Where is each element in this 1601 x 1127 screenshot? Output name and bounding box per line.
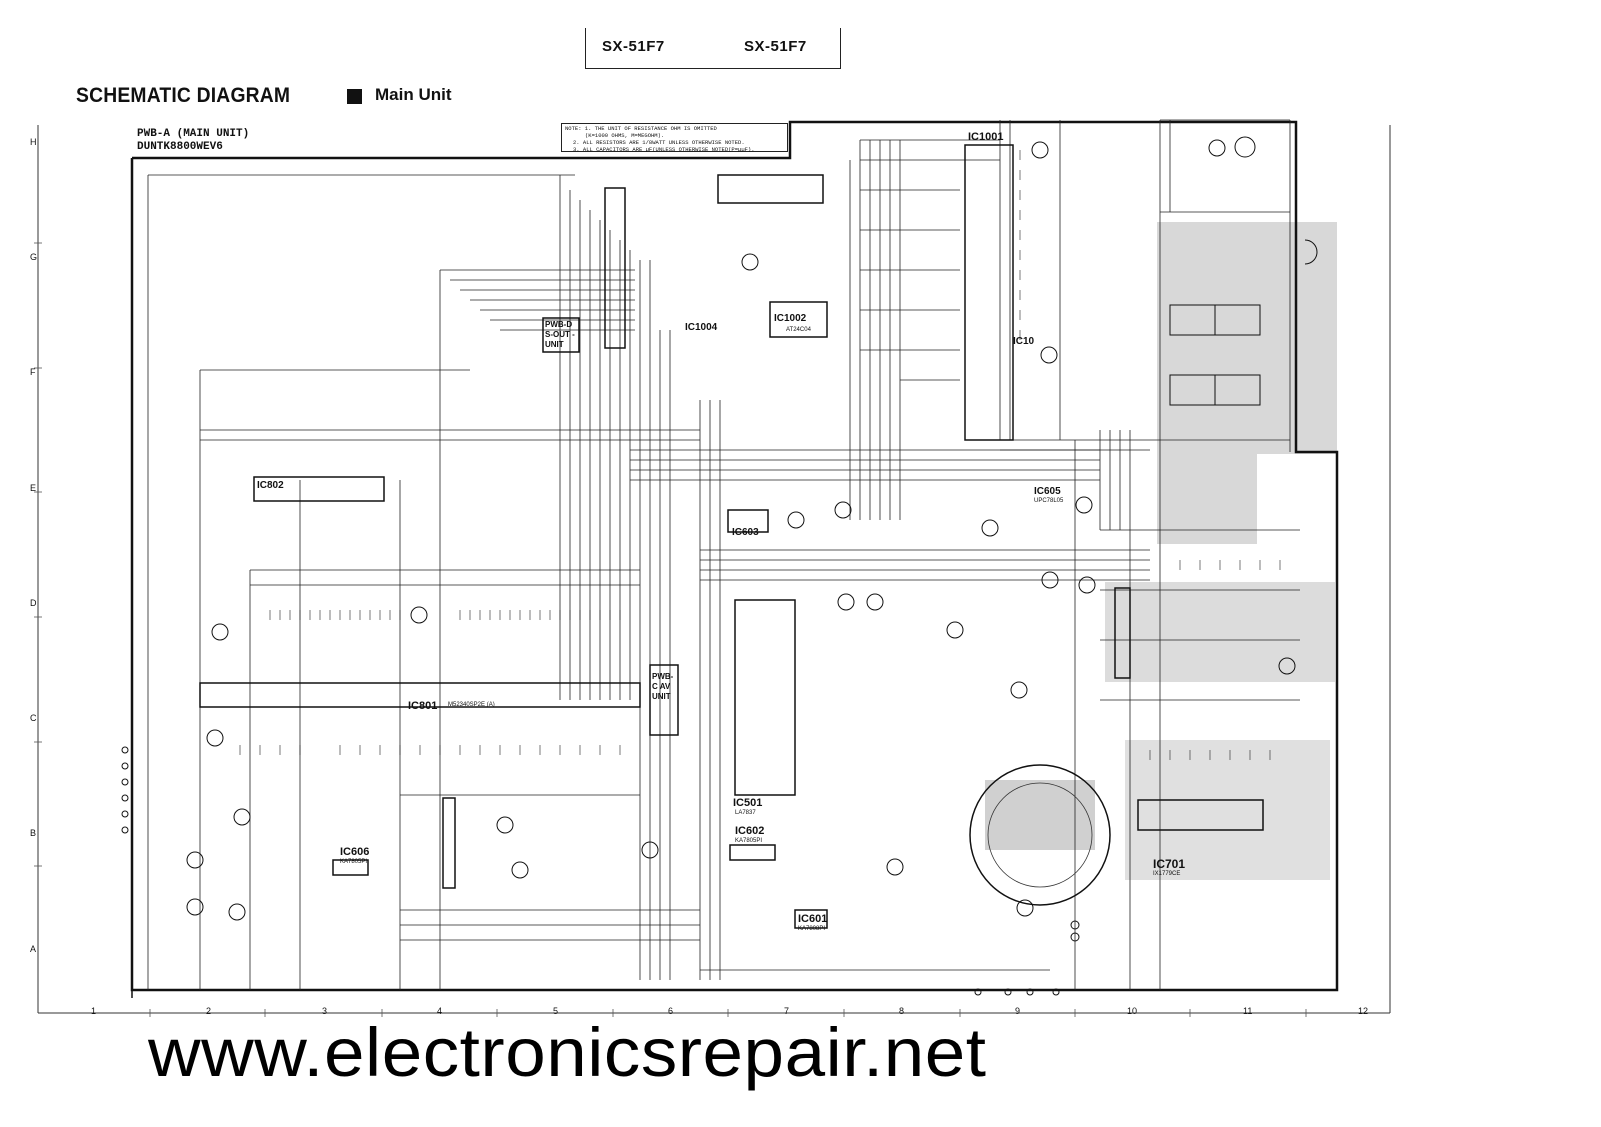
grid-row-f: F: [30, 367, 36, 377]
note-line-4: 3. ALL CAPACITORS ARE µF(UNLESS OTHERWISE NOTED(P=µµF).: [573, 146, 755, 153]
grid-col-1: 1: [91, 1006, 97, 1016]
connector-pwb-c: [443, 798, 455, 888]
grid-row-h: H: [30, 137, 37, 147]
pwb-line-1: PWB-A (MAIN UNIT): [137, 128, 250, 140]
crt-shade: [985, 780, 1095, 850]
model-number-right: SX-51F7: [744, 38, 807, 55]
ic603-label: IC603: [732, 527, 759, 538]
ic1003-label: IC10: [1013, 336, 1035, 347]
ic801-label: IC801: [408, 700, 438, 712]
ic601-part: KA7808PI: [798, 926, 826, 932]
ic1002-part: AT24C04: [786, 327, 811, 333]
grid-col-3: 3: [322, 1006, 328, 1016]
ic802-label: IC802: [257, 480, 284, 491]
power-supply-shade-mid: [1157, 454, 1257, 544]
ic1004-label: IC1004: [685, 322, 718, 333]
ic501-part: LA7837: [735, 810, 756, 816]
note-line-3: 2. ALL RESISTORS ARE 1/8WATT UNLESS OTHERWISE NOTED.: [573, 139, 745, 146]
ic1001-label: IC1001: [968, 131, 1004, 143]
ic606-part: KA7805PI: [340, 859, 368, 865]
grid-col-2: 2: [206, 1006, 212, 1016]
key-switches: [718, 175, 823, 203]
grid-row-a: A: [30, 944, 37, 954]
grid-col-12: 12: [1358, 1006, 1369, 1016]
grid-row-b: B: [30, 828, 37, 838]
grid-col-10: 10: [1127, 1006, 1138, 1016]
ic601-label: IC601: [798, 913, 828, 925]
grid-row-e: E: [30, 483, 37, 493]
website-watermark: www.electronicsrepair.net: [148, 1014, 987, 1091]
ic605-part: UPC78L05: [1034, 498, 1064, 504]
left-connector: [122, 747, 128, 833]
note-line-2: (K=1000 OHMS, M=MEGOHM).: [585, 132, 665, 139]
model-number-left: SX-51F7: [602, 38, 665, 55]
grid-col-5: 5: [553, 1006, 559, 1016]
page-subtitle: Main Unit: [375, 85, 452, 104]
page-title: SCHEMATIC DIAGRAM: [76, 84, 291, 107]
grid-col-4: 4: [437, 1006, 443, 1016]
grid-col-8: 8: [899, 1006, 905, 1016]
sa-connector: [605, 188, 625, 348]
pwb-d-label: PWB-D S-OUT -UNIT: [545, 320, 575, 349]
ic1001-body: [965, 145, 1013, 440]
ic501-label: IC501: [733, 797, 763, 809]
ic602-body: [730, 845, 775, 860]
pwb-c-label: PWB-C AV UNIT: [652, 672, 674, 701]
grid-col-11: 11: [1243, 1006, 1253, 1016]
grid-row-g: G: [30, 252, 38, 262]
ic606-label: IC606: [340, 846, 370, 858]
bottom-connectors: [975, 921, 1079, 995]
grid-row-c: C: [30, 713, 37, 723]
pwb-line-2: DUNTK8800WEV6: [137, 141, 223, 153]
ic1002-label: IC1002: [774, 313, 807, 324]
ic701-part: IX1779CE: [1153, 871, 1181, 877]
ic701-label: IC701: [1153, 857, 1186, 871]
power-supply-shade-top: [1157, 222, 1337, 454]
note-line-1: NOTE: 1. THE UNIT OF RESISTANCE OHM IS OMITTED: [565, 125, 717, 132]
ic801-part: M52340SP2E (A): [448, 702, 495, 708]
grid-col-6: 6: [668, 1006, 674, 1016]
grid-col-7: 7: [784, 1006, 790, 1016]
ic605-label: IC605: [1034, 486, 1061, 497]
ic602-part: KA7805PI: [735, 838, 763, 844]
grid-row-d: D: [30, 598, 37, 608]
ic501-body: [735, 600, 795, 795]
ic602-label: IC602: [735, 825, 765, 837]
grid-col-9: 9: [1015, 1006, 1021, 1016]
hv-shade: [1105, 582, 1335, 682]
